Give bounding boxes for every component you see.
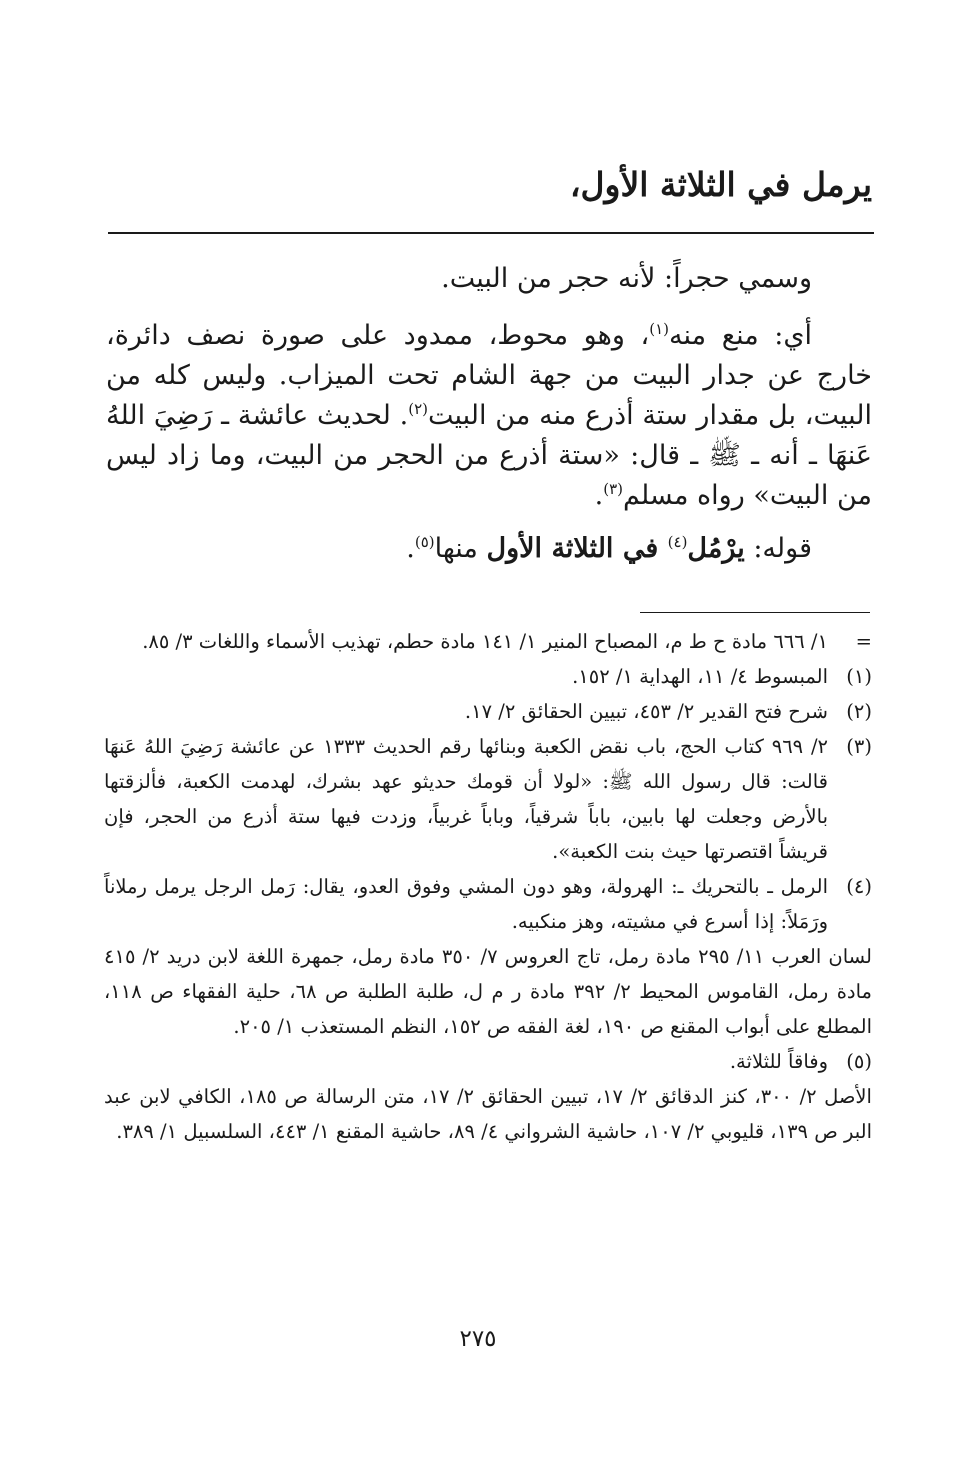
text-segment: منها xyxy=(434,533,487,564)
footnote-1 xyxy=(104,659,872,694)
footnote-text xyxy=(104,869,828,939)
footnote-number: (١) xyxy=(846,665,872,688)
paragraph-3 xyxy=(106,526,872,572)
paragraph-1: وسمي حجراً: لأنه حجر من البيت. xyxy=(441,263,812,294)
footnote-4 xyxy=(104,869,872,939)
footnote-text: شرح فتح القدير ٢/ ٤٥٣، تبيين الحقائق ٢/ ١٧. xyxy=(464,700,828,723)
footnote-number: (٥) xyxy=(846,1050,872,1073)
footnote-3 xyxy=(104,729,872,869)
text-segment: ، وهو محوط، ممدود على صورة نصف دائرة، خارج عن جدار البيت من جهة الشام تحت الميزاب. وليس كله من البيت، بل مقدار ستة أذرع منه من البيت xyxy=(106,320,872,431)
footnote-4-references xyxy=(104,939,872,1044)
footnote-ref-5: (٥) xyxy=(414,533,435,551)
footnote-text: المبسوط ٤/ ١١، الهداية ١/ ١٥٢. xyxy=(572,665,828,688)
footnote-references: الأصل ٢/ ٣٠٠، كنز الدقائق ٢/ ١٧، تبيين الحقائق ٢/ ١٧، متن الرسالة ص ١٨٥، الكافي لابن عبد البر ص ١٣٩، قليوبي ٢/ ١٠٧، حاشية الشرواني ٤/ ٨٩، حاشية المقنع ١/ ٤٤٣، السلسبيل ١/ ٣٨٩. xyxy=(104,1085,872,1143)
footnote-number: (٣) xyxy=(846,735,872,758)
footnote-5-references xyxy=(104,1079,872,1149)
bold-term: في الثلاثة الأول xyxy=(486,533,668,564)
text-segment: قوله: xyxy=(744,533,812,564)
bold-term: يرْمُل xyxy=(687,533,745,564)
footnote-number: (٢) xyxy=(846,700,872,723)
text-segment: أي: منع منه xyxy=(669,320,813,351)
footnote-text: وفاقاً للثلاثة. xyxy=(729,1050,828,1073)
footnote-ref-4: (٤) xyxy=(667,533,688,551)
footnote-number: (٤) xyxy=(846,875,872,898)
text-segment: . xyxy=(406,533,415,564)
main-text xyxy=(106,256,872,572)
footnote-divider xyxy=(640,612,870,613)
text-segment: . لحديث عائشة ـ رَضِيَ اللهُ عَنهَا ـ أنه ـ ﷺ ـ قال: «ستة أذرع من الحجر من البيت، وما زاد ليس من البيت» رواه مسلم xyxy=(106,400,872,511)
footnote-5 xyxy=(104,1044,872,1079)
footnote-ref-3: (٣) xyxy=(603,480,623,498)
footnote-marker: = xyxy=(855,630,872,653)
footnote-text: ٢/ ٩٦٩ كتاب الحج، باب نقض الكعبة وبنائها رقم الحديث ١٣٣٣ عن عائشة رَضِيَ اللهُ عَنهَا قالت: قال رسول الله ﷺ: «لولا أن قومك حديثو عهد بشرك، لهدمت الكعبة، فألزقتها بالأرض وجعلت لها بابين، باباً شرقياً، وباباً غربياً، وزدت فيها ستة أذرع من الحجر، فإن قريشاً اقتصرتها حيث بنت الكعبة». xyxy=(104,735,828,863)
paragraph-2 xyxy=(106,316,872,516)
footnotes xyxy=(104,624,872,1149)
footnote-continuation xyxy=(104,624,872,659)
header-divider xyxy=(108,232,874,234)
footnote-references: لسان العرب ١١/ ٢٩٥ مادة رمل، تاج العروس ٧/ ٣٥٠ مادة رمل، جمهرة اللغة لابن دريد ٢/ ٤١٥ مادة رمل، القاموس المحيط ٢/ ٣٩٢ مادة ر م ل، طلبة الطلبة ص ٦٨، حلية الفقهاء ص ١١٨، المطلع على أبواب المقنع ص ١٩٠، لغة الفقه ص ١٥٢، النظم المستعذب ١/ ٢٠٥. xyxy=(104,945,872,1038)
page-header-title: يرمل في الثلاثة الأول، xyxy=(569,165,872,204)
page-number: ٢٧٥ xyxy=(459,1326,497,1352)
footnote-ref-1: (١) xyxy=(649,320,670,338)
text-segment: . xyxy=(594,480,604,511)
footnote-text: ١/ ٦٦٦ مادة ح ط م، المصباح المنير ١/ ١٤١ مادة حطم، تهذيب الأسماء واللغات ٣/ ٨٥. xyxy=(142,630,828,653)
footnote-ref-2: (٢) xyxy=(408,400,428,418)
footnote-definition: الرمل ـ بالتحريك ـ: الهرولة، وهو دون المشي وفوق العدو، يقال: رَمل الرجل يرمل رملاناً ورَمَلاً: إذا أسرع في مشيته، وهز منكبيه. xyxy=(104,875,828,933)
footnote-2 xyxy=(104,694,872,729)
